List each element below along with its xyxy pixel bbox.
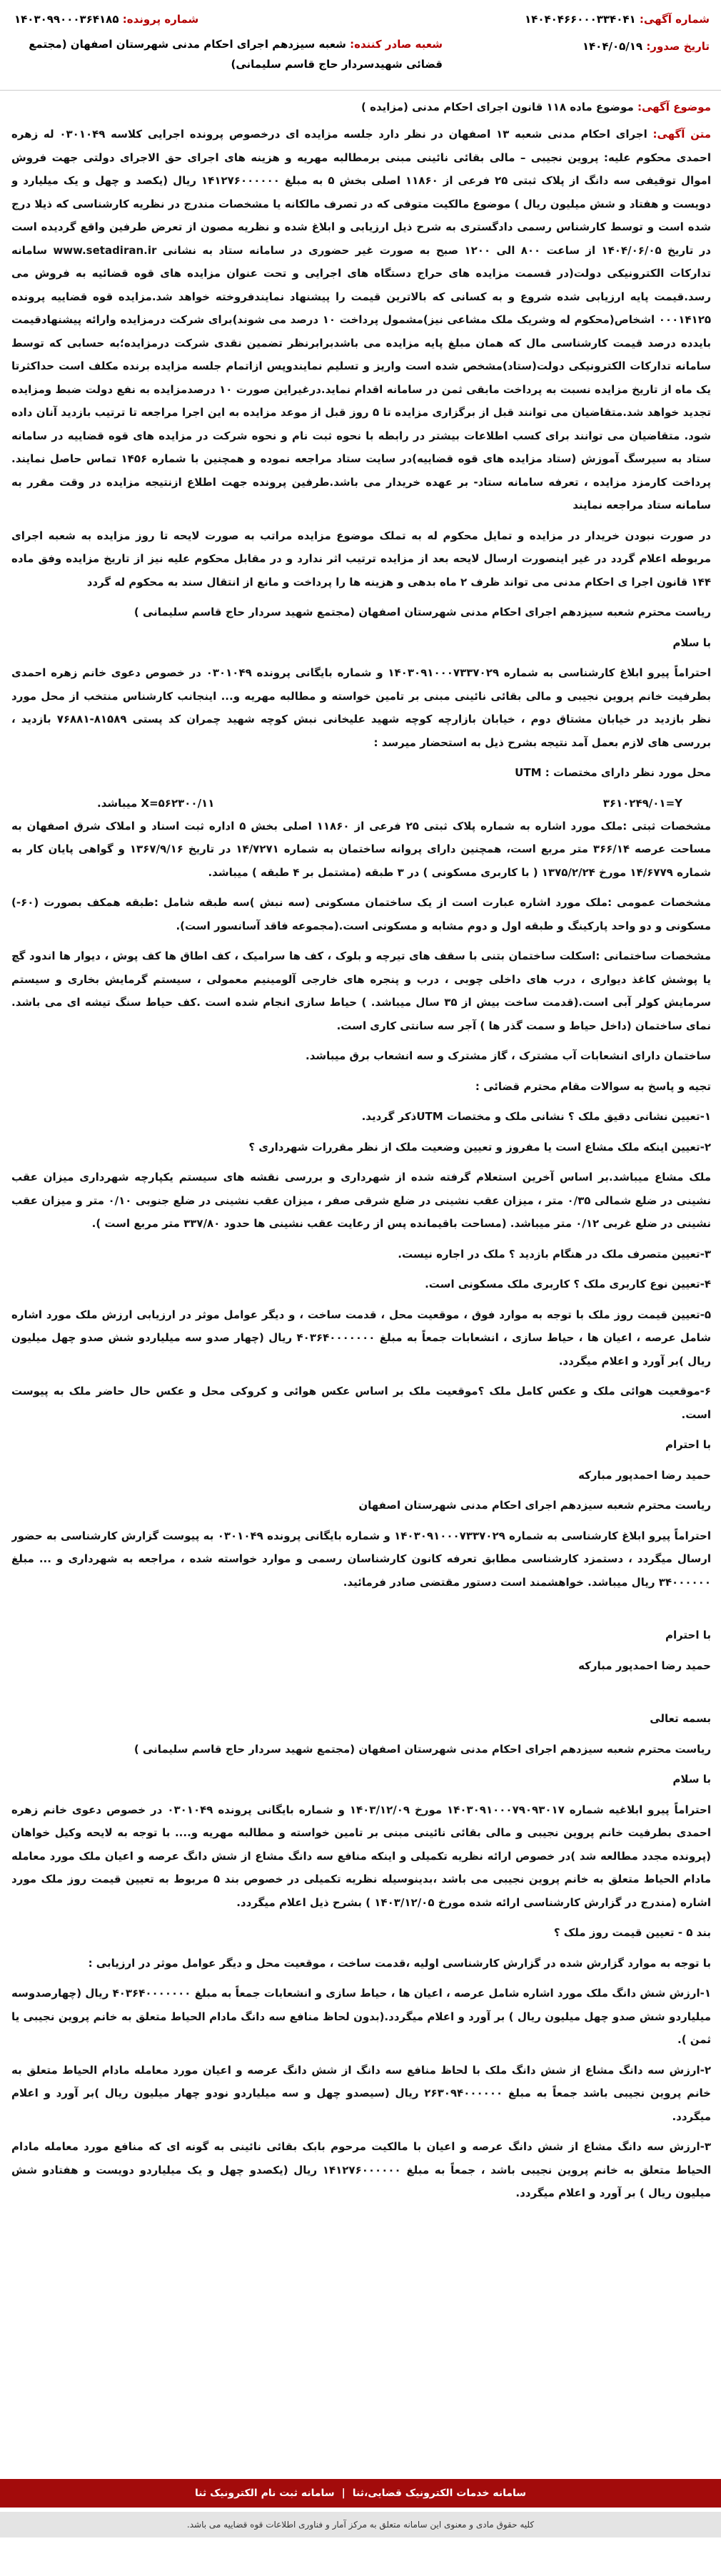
valuation-3: ۳-ارزش سه دانگ مشاع از شش دانگ عرصه و اعیان با مالکیت مرحوم بابک بقائی نائینی به گونه ای که منافع مورد معامله مادام الحیاط متعلق به خانم پروین نجیبی باشد ، جمعاً به مبلغ ۱۴۱۲۷۶۰۰۰۰۰۰ ریال (یکصدو چهل و یک میلیاردو دویست و هفتادو شش میلیون ریال ) بر آورد و اعلام میگردد. bbox=[11, 2140, 711, 2199]
question-5: ۵-تعیین قیمت روز ملک با توجه به موارد فوق ، موقعیت محل ، قدمت ساخت ، و دیگر عوامل موثر در ارزیابی ارزش ملک مورد اشاره شامل عرصه ، اعیان ها ، حیاط سازی ، انشعابات جمعاً به مبلغ ۴۰۳۶۴۰۰۰۰۰۰۰ ریال (چهار صدو سه میلیاردو شش صدو چهل میلیون ریال )بر آورد و اعلام میگردد. bbox=[11, 1308, 711, 1368]
greeting-3: با سلام bbox=[672, 1773, 711, 1786]
valuation-2: ۲-ارزش سه دانگ مشاع از شش دانگ ملک با لحاظ منافع سه دانگ از شش دانگ عرصه و اعیان مورد معامله مادام الحیاط متعلق به خانم پروین نجیبی باشد جمعاً به مبلغ ۲۶۳۰۹۴۰۰۰۰۰۰ ریال (سیصدو چهل و سه میلیاردو نودو چهار میلیون ریال )بر آورد و اعلام میگردد. bbox=[11, 2063, 711, 2123]
utm-suffix: میباشد. bbox=[97, 796, 138, 810]
answer-2: ملک مشاع میباشد.بر اساس آخرین استعلام گرفته شده از شهرداری و بررسی نقشه های سیستم یکپارچه شهرداری میزان عقب نشینی در ضلع شمالی ۰/۳۵ متر ، میزان عقب نشینی در ضلع شرقی صفر ، میزان عقب نشینی در ضلع جنوبی ۰/۱۰ متر و میزان عقب نشینی در ضلع غربی ۰/۱۲ متر میباشد. (مساحت باقیمانده پس از رعایت عقب نشینی ها حدود ۳۳۷/۸۰ متر مربع است ). bbox=[11, 1171, 711, 1230]
recipient-1: ریاست محترم شعبه سیزدهم اجرای احکام مدنی شهرستان اصفهان (مجتمع شهید سردار حاج قاسم سلیمانی ) bbox=[133, 606, 711, 618]
closing-2: با احترام bbox=[665, 1629, 711, 1641]
body-p2: در صورت نبودن خریدار در مزایده و تمایل محکوم له به تملک موضوع مزایده مراتب به صورت لایحه تا روز مزایده به شعبه اجرای مربوطه اعلام گردد در غیر اینصورت ارسال لایحه بعد از مزایده ترتیب اثر ندارد و در مقابل محکوم علیه نیز از تاریخ مزایده وفق ماده ۱۴۴ قانون اجرا ی احکام مدنی می تواند ظرف ۲ ماه بدهی و هزینه ها را پرداخت و مانع از انتقال سند به محکوم له گردد bbox=[11, 529, 711, 589]
body-p6: مشخصات ساختمانی :اسکلت ساختمان بتنی با سقف های تیرچه و بلوک ، کف ها سرامیک ، کف اطاق ها کف پوش ، دیوار ها اندود گچ یا پوشش کاغذ دیواری ، درب های داخلی چوبی ، درب و پنجره های خارجی آلومینیم معمولی ، سیستم گرمایش بخاری و سیستم سرمایش کولر آبی است.(قدمت ساخت بیش از ۳۵ سال میباشد. ) حیاط سازی انجام شده است .کف حیاط سنگ تیشه ای می باشد. نمای ساختمان (داخل حیاط و سمت گذر ها ) آجر سه سانتی کاری است. bbox=[11, 950, 711, 1032]
issue-date-label: تاریخ صدور: bbox=[646, 40, 710, 53]
file-number-label: شماره پرونده: bbox=[122, 13, 199, 26]
branch-value: شعبه سیزدهم اجرای احکام مدنی شهرستان اصفهان (مجتمع قضائی شهیدسردار حاج قاسم سلیمانی) bbox=[29, 38, 443, 71]
branch-label: شعبه صادر کننده: bbox=[350, 38, 443, 51]
question-4: ۴-تعیین نوع کاربری ملک ؟ کاربری ملک مسکونی است. bbox=[425, 1278, 711, 1290]
subject-label: موضوع آگهی: bbox=[637, 101, 711, 113]
body-p4: مشخصات ثبتی :ملک مورد اشاره به شماره پلاک ثبتی ۲۵ فرعی از ۱۱۸۶۰ اصلی بخش ۵ اداره ثبت اسناد و املاک شرق اصفهان به مساحت عرصه ۳۶۶/۱۴ متر مربع است، همچنین دارای پروانه ساختمان به شماره ۱۴/۷۲۷۱ در تاریخ ۱۳۶۷/۹/۱۶ و گواهی پایان کار به شماره ۱۴/۶۷۷۹ مورخ ۱۳۷۵/۲/۲۴ ( با کاربری مسکونی ) در ۳ طبقه (مشتمل بر ۴ طبقه ) میباشد. bbox=[11, 819, 711, 879]
notice-number-value: ۱۴۰۴۰۴۶۶۰۰۰۳۳۴۰۴۱ bbox=[525, 13, 636, 26]
signer-2: حمید رضا احمدپور مبارکه bbox=[578, 1659, 711, 1672]
utm-coordinates bbox=[11, 792, 711, 815]
signer-1: حمید رضا احمدپور مبارکه bbox=[578, 1468, 711, 1482]
closing-1: با احترام bbox=[665, 1438, 711, 1451]
body-p10: احتراماً پیرو ابلاغیه شماره ۱۴۰۳۰۹۱۰۰۰۷۹۰۹۳۰۱۷ مورخ ۱۴۰۳/۱۲/۰۹ و شماره بایگانی پرونده ۰۳۰۱۰۴۹ در خصوص دعوی خانم زهره احمدی بطرفیت خانم پروین نجیبی و مالی بقائی نائینی مبنی بر تامین خواسته و مطالبه مهریه و.... با توجه به لایحه وکیل خواهان (پرونده مجدد مطالعه شد )در خصوص ارائه نظریه تکمیلی و اینکه منافع سه دانگ مشاع از شش دانگ عرصه و اعیان ملک مورد معامله مادام الحیاط متعلق به خانم پروین نجیبی می باشد ،بدینوسیله نظریه تکمیلی در خصوص بند ۵ مربوط به تعیین قیمت روز ملک مورد اشاره (مندرج در گزارش کارشناسی ارائه شده مورخ ۱۴۰۳/۱۲/۰۵ ) بشرح ذیل اعلام میگردد. bbox=[11, 1803, 711, 1909]
footer-separator: | bbox=[341, 2488, 346, 2499]
question-6: ۶-موقعیت هوائی ملک و عکس کامل ملک ؟موقعیت ملک بر اساس عکس هوائی و کروکی محل و عکس حال حاضر ملک به پیوست است. bbox=[11, 1385, 711, 1421]
footer-copyright: کلیه حقوق مادی و معنوی این سامانه متعلق به مرکز آمار و فناوری اطلاعات قوه قضاییه می باشد. bbox=[0, 2512, 721, 2537]
body-p7: ساختمان دارای انشعابات آب مشترک ، گاز مشترک و سه انشعاب برق میباشد. bbox=[306, 1049, 711, 1062]
question-5b: بند ۵ - تعیین قیمت روز ملک ؟ bbox=[553, 1926, 711, 1939]
body-paragraph-1 bbox=[11, 123, 711, 517]
valuation-1: ۱-ارزش شش دانگ ملک مورد اشاره شامل عرصه ، اعیان ها ، حیاط سازی و انشعابات جمعاً به مبلغ ۴۰۳۶۴۰۰۰۰۰۰۰ ریال (چهارصدوسه میلیاردو شش صدو چهل میلیون ریال ) بر آورد و اعلام میگردد.(بدون لحاظ منافع سه دانگ مادام الحیاط متعلق به خانم پروین نجیبی یا ثمن ). bbox=[11, 1987, 711, 2046]
body-p3: احتراماً پیرو ابلاغ کارشناسی به شماره ۱۴۰۳۰۹۱۰۰۰۷۳۳۷۰۲۹ و شماره بایگانی پرونده ۰۳۰۱۰۴۹ در خصوص دعوی خانم زهره احمدی بطرفیت خانم پروین نجیبی و مالی بقائی نائینی مبنی بر تامین خواسته و مطالبه مهریه و... اینجانب کارشناس منتخب از محل مورد نظر بازدید در خیابان مشتاق دوم ، خیابان بازارچه کوچه شهید علیخانی نبش کوچه شهید چمران کد پستی ۸۱۵۸۹-۷۶۸۸۱ بازدید ، بررسی های لازم بعمل آمد نتیجه بشرح ذیل به استحضار میرسد : bbox=[11, 666, 711, 749]
body-p9: احتراماً پیرو ابلاغ کارشناسی به شماره ۱۴۰۳۰۹۱۰۰۰۷۳۳۷۰۲۹ و شماره بایگانی پرونده ۰۳۰۱۰۴۹ به پیوست گزارش کارشناسی به حضور ارسال میگردد ، دستمزد کارشناسی مطابق تعرفه کانون کارشناسان رسمی و موارد خواسته شده ، مراجعه به شهرداری و ... مبلغ ۳۴۰۰۰۰۰۰ ریال میباشد. خواهشمند است دستور مقتضی صادر فرمائید. bbox=[11, 1529, 711, 1589]
subject-text: موضوع ماده ۱۱۸ قانون اجرای احکام مدنی (مزایده ) bbox=[361, 101, 634, 113]
file-number-field bbox=[14, 13, 198, 26]
utm-y: ۳۶۱۰۲۴۹/۰۱=Y bbox=[602, 796, 682, 810]
file-number-value: ۱۴۰۳۰۹۹۰۰۰۳۶۴۱۸۵ bbox=[14, 13, 119, 26]
body-p8: تجیه و پاسخ به سوالات مقام محترم قضائی : bbox=[475, 1079, 711, 1093]
recipient-2: ریاست محترم شعبه سیزدهم اجرای احکام مدنی شهرستان اصفهان bbox=[358, 1499, 711, 1512]
basmala: بسمه تعالی bbox=[650, 1712, 711, 1725]
greeting-1: با سلام bbox=[672, 636, 711, 649]
question-3: ۳-تعیین متصرف ملک در هنگام بازدید ؟ ملک در اجاره نیست. bbox=[398, 1247, 711, 1261]
recipient-3: ریاست محترم شعبه سیزدهم اجرای احکام مدنی شهرستان اصفهان (مجتمع شهید سردار حاج قاسم سلیمانی ) bbox=[133, 1742, 711, 1756]
question-1: ۱-تعیین نشانی دقیق ملک ؟ نشانی ملک و مختصات UTMذکر گردید. bbox=[361, 1110, 711, 1123]
notice-content bbox=[11, 91, 711, 2455]
notice-header bbox=[0, 0, 721, 91]
utm-x: X=۵۶۲۳۰۰/۱۱ bbox=[141, 796, 215, 810]
issue-date-field bbox=[583, 40, 710, 53]
notice-number-label: شماره آگهی: bbox=[639, 13, 710, 26]
footer-bar bbox=[0, 2479, 721, 2508]
utm-label: محل مورد نظر دارای مختصات : UTM bbox=[515, 766, 711, 779]
footer-link-sana-services[interactable]: سامانه خدمات الکترونیک قضایی،ثنا bbox=[352, 2488, 527, 2499]
issue-date-value: ۱۴۰۴/۰۵/۱۹ bbox=[582, 40, 643, 53]
notice-subject bbox=[11, 96, 711, 118]
body-p5: مشخصات عمومی :ملک مورد اشاره عبارت است از یک ساختمان مسکونی (سه نبش )سه طبقه شامل :طبقه همکف بصورت (۶۰-) مسکونی و دو واحد پارکینگ و طبقه اول و دوم مشابه و مسکونی است.(مجموعه فاقد آسانسور است). bbox=[11, 896, 711, 932]
body-p11: با توجه به موارد گزارش شده در گزارش کارشناسی اولیه ،قدمت ساخت ، موقعیت محل و دیگر عوامل موثر در ارزیابی : bbox=[88, 1956, 711, 1970]
notice-number-field bbox=[525, 13, 710, 26]
body-p1: اجرای احکام مدنی شعبه ۱۳ اصفهان در نظر دارد جلسه مزایده ای درخصوص پرونده اجرایی کلاسه ۰۳۰۱۰۴۹ له زهره احمدی محکوم علیه: پروین نجیبی – مالی بقائی نائینی مبنی برمطالبه مهریه و هزینه های اجرای حق الاجرای دولتی جهت فروش اموال توقیفی سه دانگ از پلاک ثبتی ۲۵ فرعی از ۱۱۸۶۰ اصلی بخش ۵ به مبلغ ۱۴۱۲۷۶۰۰۰۰۰۰ ریال (یکصد و چهل و یک میلیارد و دویست و هفتاد و شش میلیون ریال ) موضوع مالکیت متوفی که در تصرف مالکانه یا مشخصات مندرج در نظریه کارشناسی که ذیلا درج شده است و توسط کارشناس رسمی دادگستری به شرح ذیل ارزیابی و ابلاغ شده و نظریه مصون از تعرض طرفین واقع گردیده است در تاریخ ۱۴۰۴/۰۶/۰۵ از ساعت ۸۰۰ الی ۱۲۰۰ صبح به صورت غیر حضوری در سامانه ستاد به نشانی www.setadiran.ir سامانه تدارکات الکترونیکی دولت(در قسمت مزایده های حراج دستگاه های اجرایی و تحت عنوان مزایده های قوه قضائیه به فروش می رسد.قیمت پایه ارزیابی شده شروع و به کسانی که بالاترین قیمت را پیشنهاد نمایندفروخته خواهد شد.مزایده قوه قضاییه پرونده ۰۰۰۱۴۱۲۵ اشخاص(محکوم له وشریک ملک مشاعی نیز)مشمول پرداخت ۱۰ درصد می شوند)برای شرکت درمزایده وارائه پیشنهادقیمت بایدده درصد قیمت کارشناسی مال که همان مبلغ پایه مزایده می باشدبرابرنظر تضمین نقدی شرکت درمزایده؛به حسابی که توسط سامانه تدارکات الکترونیکی دولت(ستاد)مشخص شده است واریز و تسلیم نمایندوپس ازاتمام جلسه مزایده برنده مکلف است حداکثرتا یک ماه از تاریخ مزایده نسبت به پرداخت مابقی ثمن در سامانه اقدام نماید.درغیراین صورت ۱۰ درصدمزایده به نفع دولت ضبط ومزایده تجدید خواهد شد.متقاضیان می توانند قبل از برگزاری مزایده تا ۵ روز قبل از موعد مزایده به این اجرا مراجعه تا ترتیب بازدید آنان داده شود. متقاضیان می توانند برای کسب اطلاعات بیشتر در رابطه با نحوه ثبت نام و نحوه شرکت در مزایده های قوه قضاییه در سامانه ستاد به سیرسگ آموزش (ستاد مزایده های قوه قضاییه)در سایت ستاد مراجعه نموده و همچنین با شماره ۱۴۵۶ تماس حاصل نمایند. پرداخت کارمزد مزایده ، تعرفه سامانه ستاد- بر عهده خریدار می باشد.طرفین پرونده جهت اطلاع ازنتیجه مزایده در وقت مقرر به سامانه ستاد مراجعه نمایند bbox=[11, 128, 711, 511]
footer-link-sana-registration[interactable]: سامانه ثبت نام الکترونیک ثنا bbox=[194, 2488, 335, 2499]
question-2: ۲-تعیین اینکه ملک مشاع است یا مفروز و تعیین وضعیت ملک از نظر مقررات شهرداری ؟ bbox=[248, 1140, 711, 1154]
body-text-label: متن آگهی: bbox=[652, 128, 711, 141]
branch-field bbox=[14, 34, 443, 74]
